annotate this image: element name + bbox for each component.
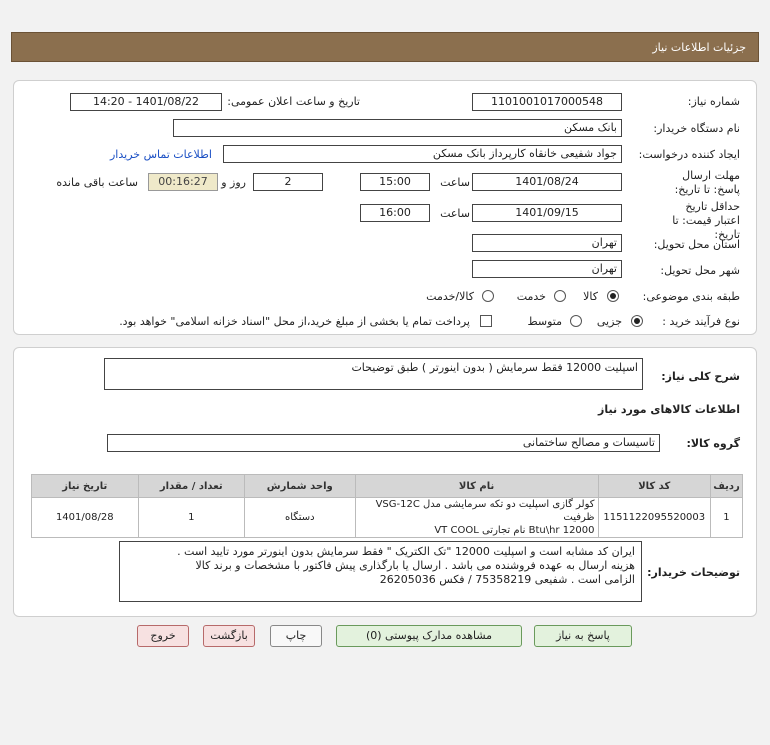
exit-button[interactable]: خروج <box>137 625 189 647</box>
row-code: 1151122095520003 <box>598 498 710 538</box>
attachments-button[interactable]: مشاهده مدارک پیوستی (0) <box>336 625 522 647</box>
need-details-panel <box>13 347 757 617</box>
reply-time-label: ساعت <box>440 176 470 189</box>
summary-label: شرح کلی نیاز: <box>661 370 740 383</box>
validity-label: حداقل تاریخ اعتبار قیمت: تا تاریخ: <box>672 200 740 241</box>
treasury-payment-checkbox[interactable] <box>480 315 492 327</box>
summary-field: اسپلیت 12000 فقط سرمایش ( بدون اینورتر ) طبق توضیحات <box>104 358 643 390</box>
goods-info-title: اطلاعات کالاهای مورد نیاز <box>598 403 740 416</box>
category-label: طبقه بندی موضوعی: <box>642 290 740 303</box>
reply-button[interactable]: پاسخ به نیاز <box>534 625 632 647</box>
contact-info-link[interactable]: اطلاعات تماس خریدار <box>110 148 212 161</box>
days-label: روز و <box>221 176 246 189</box>
category-goods-label: کالا <box>583 290 598 303</box>
process-minor-label: جزیی <box>596 315 622 328</box>
row-date: 1401/08/28 <box>32 498 139 538</box>
print-button[interactable]: چاپ <box>270 625 322 647</box>
col-date: تاریخ نیاز <box>32 475 139 498</box>
treasury-payment-note: پرداخت تمام یا بخشی از مبلغ خرید،از محل "اسناد خزانه اسلامی" خواهد بود. <box>119 315 470 328</box>
category-both-radio[interactable] <box>482 290 494 302</box>
col-unit: واحد شمارش <box>244 475 355 498</box>
need-number-label: شماره نیاز: <box>687 95 740 108</box>
goods-group-field: تاسیسات و مصالح ساختمانی <box>107 434 660 452</box>
need-number-field: 1101001017000548 <box>472 93 622 111</box>
col-code: کد کالا <box>598 475 710 498</box>
buyer-desc-field <box>119 541 642 602</box>
reply-date-field: 1401/08/24 <box>472 173 622 191</box>
goods-group-label: گروه کالا: <box>686 437 740 450</box>
goods-table <box>31 474 743 538</box>
col-name: نام کالا <box>355 475 598 498</box>
validity-date-field: 1401/09/15 <box>472 204 622 222</box>
creator-label: ایجاد کننده درخواست: <box>638 148 740 161</box>
buyer-desc-line1: ایران کد مشابه است و اسپلیت 12000 "تک الکتریک " فقط سرمایش بدون اینورتر مورد تایید است . <box>177 545 635 558</box>
process-minor-radio[interactable] <box>631 315 643 327</box>
process-medium-label: متوسط <box>527 315 562 328</box>
need-info-panel <box>13 80 757 335</box>
province-field: تهران <box>472 234 622 252</box>
col-qty: تعداد / مقدار <box>138 475 244 498</box>
process-medium-radio[interactable] <box>570 315 582 327</box>
announce-field: 1401/08/22 - 14:20 <box>70 93 222 111</box>
buyer-desc-line2: هزینه ارسال به عهده فروشنده می باشد . ارسال یا بارگذاری پیش فاکتور با مشخصات و برند کالا <box>195 559 635 572</box>
row-name-line2: 12000 Btu\hr نام تجارتی VT COOL <box>434 525 595 536</box>
remaining-label: ساعت باقی مانده <box>56 176 138 189</box>
buyer-org-label: نام دستگاه خریدار: <box>653 122 740 135</box>
category-service-label: خدمت <box>516 290 546 303</box>
reply-deadline-label: مهلت ارسال پاسخ: تا تاریخ: <box>674 169 740 196</box>
buyer-desc-label: توضیحات خریدار: <box>647 566 740 579</box>
process-label: نوع فرآیند خرید : <box>662 315 740 328</box>
validity-time-field: 16:00 <box>360 204 430 222</box>
province-label: استان محل تحویل: <box>653 238 740 251</box>
validity-time-label: ساعت <box>440 207 470 220</box>
page-title: جزئیات اطلاعات نیاز <box>652 41 746 54</box>
reply-time-field: 15:00 <box>360 173 430 191</box>
row-number: 1 <box>710 498 742 538</box>
page-header <box>11 32 759 62</box>
row-qty: 1 <box>138 498 244 538</box>
creator-field: جواد شفیعی خانقاه کارپرداز بانک مسکن <box>223 145 622 163</box>
announce-label: تاریخ و ساعت اعلان عمومی: <box>227 95 360 108</box>
table-row[interactable] <box>32 498 743 538</box>
category-service-radio[interactable] <box>554 290 566 302</box>
category-both-label: کالا/خدمت <box>426 290 474 303</box>
row-name-line1: کولر گازی اسپلیت دو تکه سرمایشی مدل VSG-12C ظرفیت <box>375 499 595 523</box>
back-button[interactable]: بازگشت <box>203 625 255 647</box>
city-field: تهران <box>472 260 622 278</box>
goods-table-header <box>32 475 743 498</box>
days-field: 2 <box>253 173 323 191</box>
row-name <box>355 498 598 538</box>
buyer-org-field: بانک مسکن <box>173 119 622 137</box>
category-goods-radio[interactable] <box>607 290 619 302</box>
buyer-desc-line3: الزامی است . شفیعی 75358219 / فکس 26205036 <box>379 573 635 586</box>
city-label: شهر محل تحویل: <box>660 264 740 277</box>
remaining-timer: 00:16:27 <box>148 173 218 191</box>
col-row: ردیف <box>710 475 742 498</box>
row-unit: دستگاه <box>244 498 355 538</box>
